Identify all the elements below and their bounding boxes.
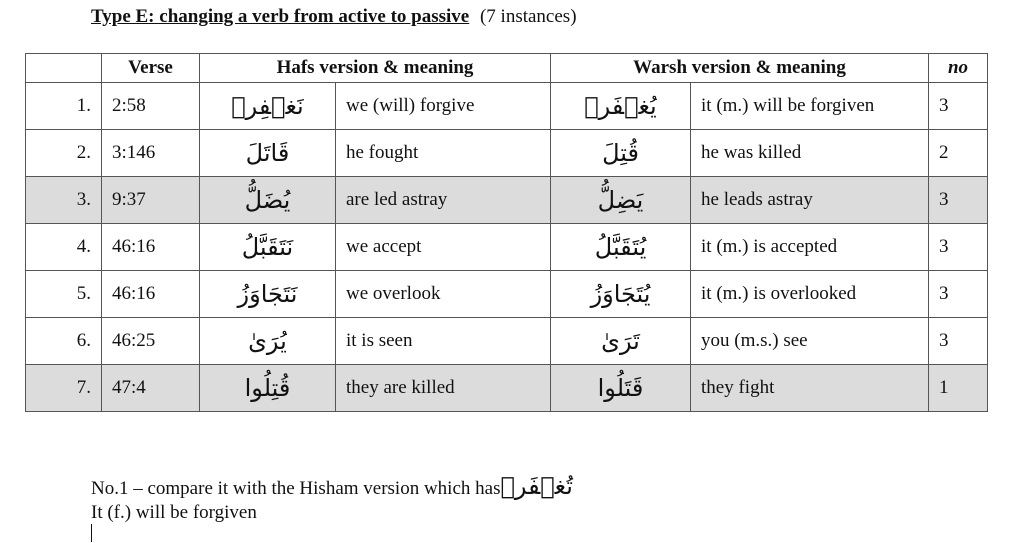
verse-ref: 46:16 [102,224,200,271]
warsh-meaning: it (m.) is overlooked [691,271,929,318]
table-row [26,224,988,271]
no-count: 1 [929,365,988,412]
verse-ref: 9:37 [102,177,200,224]
warsh-arabic: تَرَىٰ [551,318,691,365]
table-row [26,177,988,224]
warsh-meaning: he was killed [691,130,929,177]
hafs-meaning: are led astray [336,177,551,224]
row-number: 5. [26,271,102,318]
verse-ref: 46:25 [102,318,200,365]
hisham-arabic: تُغۡفَرۡ [500,472,573,500]
no-count: 3 [929,83,988,130]
hafs-arabic: نَغۡفِرۡ [200,83,336,130]
header-warsh: Warsh version & meaning [551,54,929,83]
footnote-line-1 [91,474,573,501]
hafs-meaning: we (will) forgive [336,83,551,130]
hafs-arabic: قَاتَلَ [200,130,336,177]
no-count: 3 [929,318,988,365]
row-number: 2. [26,130,102,177]
verse-ref: 2:58 [102,83,200,130]
no-count: 3 [929,224,988,271]
verse-ref: 47:4 [102,365,200,412]
warsh-arabic: يُتَقَبَّلُ [551,224,691,271]
no-count: 3 [929,177,988,224]
warsh-arabic: يَضِلُّ [551,177,691,224]
warsh-arabic: قُتِلَ [551,130,691,177]
hafs-arabic: نَتَقَبَّلُ [200,224,336,271]
table-row [26,318,988,365]
warsh-arabic: يُغۡفَرۡ [551,83,691,130]
header-hafs: Hafs version & meaning [200,54,551,83]
header-index [26,54,102,83]
verse-ref: 3:146 [102,130,200,177]
row-number: 1. [26,83,102,130]
warsh-arabic: قَتَلُوا [551,365,691,412]
table-header-row [26,54,988,83]
warsh-meaning: you (m.s.) see [691,318,929,365]
row-number: 7. [26,365,102,412]
hafs-arabic: نَتَجَاوَزُ [200,271,336,318]
warsh-arabic: يُتَجَاوَزُ [551,271,691,318]
verse-comparison-table [25,53,988,412]
table-row [26,83,988,130]
row-number: 6. [26,318,102,365]
row-number: 3. [26,177,102,224]
hafs-arabic: يُضَلُّ [200,177,336,224]
warsh-meaning: it (m.) is accepted [691,224,929,271]
hafs-meaning: we accept [336,224,551,271]
table-row [26,130,988,177]
text-cursor [91,524,92,542]
footnote-line-2: It (f.) will be forgiven [91,502,257,523]
verse-ref: 46:16 [102,271,200,318]
no-count: 2 [929,130,988,177]
warsh-meaning: they fight [691,365,929,412]
table-row [26,365,988,412]
heading-title: Type E: changing a verb from active to passive [91,6,470,27]
hafs-meaning: he fought [336,130,551,177]
table-row [26,271,988,318]
footnote-text: No.1 – compare it with the Hisham version which has [91,478,501,499]
row-number: 4. [26,224,102,271]
header-no: no [929,54,988,83]
footnote [91,474,573,525]
heading-count: (7 instances) [479,6,577,27]
warsh-meaning: it (m.) will be forgiven [691,83,929,130]
header-verse: Verse [102,54,200,83]
warsh-meaning: he leads astray [691,177,929,224]
hafs-meaning: we overlook [336,271,551,318]
hafs-arabic: يُرَىٰ [200,318,336,365]
hafs-meaning: they are killed [336,365,551,412]
hafs-arabic: قُتِلُوا [200,365,336,412]
section-heading [91,6,577,28]
hafs-meaning: it is seen [336,318,551,365]
no-count: 3 [929,271,988,318]
